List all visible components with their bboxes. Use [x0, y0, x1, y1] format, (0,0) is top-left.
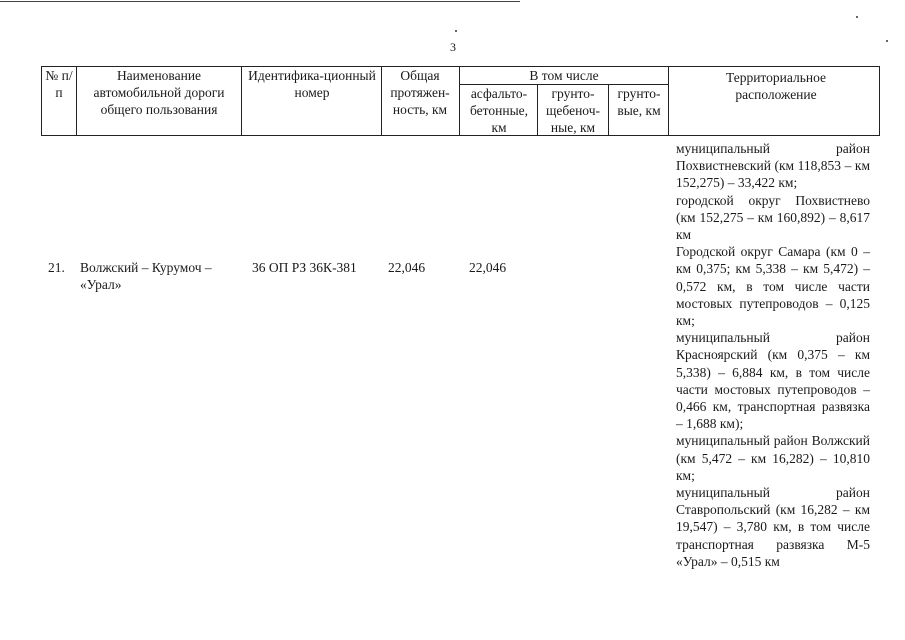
page-top-rule	[0, 1, 520, 2]
header-num: № п/п	[45, 68, 73, 100]
col-border	[537, 84, 538, 136]
header-dirt: грунто-вые, км	[617, 86, 661, 118]
col-border	[668, 66, 669, 136]
col-border	[608, 84, 609, 136]
header-asphalt: асфальто-бетонные, км	[469, 86, 529, 135]
col-border	[241, 66, 242, 136]
col-border	[381, 66, 382, 136]
row-road-name: Волжский – Курумоч – «Урал»	[80, 260, 212, 292]
row-id-number: 36 ОП РЗ 36К-381	[252, 260, 357, 275]
header-territory: Территориальное расположение	[725, 70, 827, 102]
row-territory	[676, 140, 870, 570]
territory-entry: муниципальный район Ставропольский (км 16,282 – км 19,547) – 3,780 км, в том числе транспортная развязка М-5 «Урал» – 0,515 км	[676, 485, 870, 569]
row-asphalt-length: 22,046	[469, 260, 507, 275]
territory-entry: муниципальный район Красноярский (км 0,375 – км 5,338) – 6,884 км, в том числе части мостовых путепроводов – 0,466 км, транспортная развязка – 1,688 км);	[676, 330, 870, 432]
header-including: В том числе	[529, 68, 599, 83]
page-number: 3	[450, 40, 456, 54]
row-total-length: 22,046	[388, 260, 426, 275]
territory-entry: городской округ Похвистнево (км 152,275 – км 160,892) – 8,617 км	[676, 192, 870, 243]
header-road-name: Наименование автомобильной дороги общего пользования	[93, 68, 225, 117]
col-border	[76, 66, 77, 136]
header-id-number: Идентифика-ционный номер	[248, 68, 376, 100]
header-bottom-border	[41, 135, 879, 136]
scan-speck	[455, 30, 457, 32]
scan-speck	[856, 16, 858, 18]
header-total-length: Общая протяжен-ность, км	[390, 68, 450, 117]
col-border	[879, 66, 880, 136]
territory-entry: Городской округ Самара (км 0 – км 0,375; км 5,338 – км 5,472) – 0,572 км, в том числе части мостовых путепроводов – 0,125 км;	[676, 244, 870, 329]
territory-entry: муниципальный район Волжский (км 5,472 – км 16,282) – 10,810 км;	[676, 433, 870, 483]
scan-speck	[886, 40, 888, 42]
col-border	[459, 66, 460, 136]
territory-entry: муниципальный район Похвистневский (км 118,853 – км 152,275) – 33,422 км;	[676, 141, 870, 191]
header-gravel: грунто-щебеноч-ные, км	[546, 86, 600, 135]
row-num: 21.	[48, 260, 65, 275]
col-border	[41, 66, 42, 136]
